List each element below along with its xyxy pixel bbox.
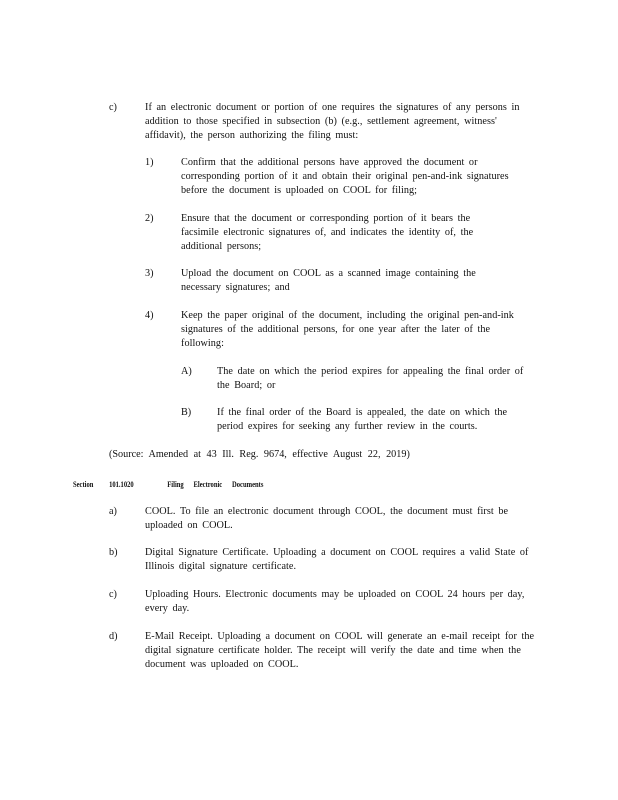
subitem-2-text: Ensure that the document or corresponding portion of it bears the facsimile electronic signatures of, and indicates the identity of, the additional persons; (181, 213, 474, 252)
item-c-text: If an electronic document or portion of one requires the signatures of any persons in addition to those specified in subsection (b) (e.g., settlement agreement, witness' affidavit), the person authorizing the filing must: (145, 102, 520, 141)
section-item-d-text: E-Mail Receipt. Uploading a document on COOL will generate an e-mail receipt for the digital signature certificate holder. The receipt will verify the date and time when the document was uploaded on COOL. (145, 631, 535, 670)
subitem-4-marker: 4) (145, 310, 154, 321)
section-number: 101.1020 (109, 480, 134, 489)
subitem-2-marker: 2) (145, 213, 154, 224)
section-item-b-marker: b) (109, 547, 118, 558)
subitem-b-marker: B) (181, 407, 192, 418)
subitem-4-text: Keep the paper original of the document, including the original pen-and-ink signatures of the additional persons, for one year after the later of the following: (181, 310, 514, 349)
section-label: Section (73, 480, 94, 489)
subitem-3-marker: 3) (145, 268, 154, 279)
subitem-1-marker: 1) (145, 157, 154, 168)
source-note: (Source: Amended at 43 Ill. Reg. 9674, effective August 22, 2019) (109, 449, 410, 460)
section-heading (73, 479, 263, 491)
subitem-1-text: Confirm that the additional persons have approved the document or corresponding portion of it and obtain their original pen-and-ink signatures before the document is uploaded on COOL for filing; (181, 157, 509, 196)
subitem-b-text: If the final order of the Board is appealed, the date on which the period expires for seeking any further review in the courts. (217, 407, 508, 432)
section-item-b-text: Digital Signature Certificate. Uploading a document on COOL requires a valid State of Illinois digital signature certificate. (145, 547, 529, 572)
section-item-c-text: Uploading Hours. Electronic documents may be uploaded on COOL 24 hours per day, every day. (145, 589, 525, 614)
section-item-a-text: COOL. To file an electronic document through COOL, the document must first be uploaded on COOL. (145, 506, 509, 531)
item-c-marker: c) (109, 102, 117, 113)
section-title: Filing Electronic Documents (167, 480, 264, 489)
section-item-a-marker: a) (109, 506, 117, 517)
subitem-a-marker: A) (181, 366, 192, 377)
subitem-3-text: Upload the document on COOL as a scanned image containing the necessary signatures; and (181, 268, 476, 293)
section-item-d-marker: d) (109, 631, 118, 642)
subitem-a-text: The date on which the period expires for appealing the final order of the Board; or (217, 366, 524, 391)
section-item-c-marker: c) (109, 589, 117, 600)
